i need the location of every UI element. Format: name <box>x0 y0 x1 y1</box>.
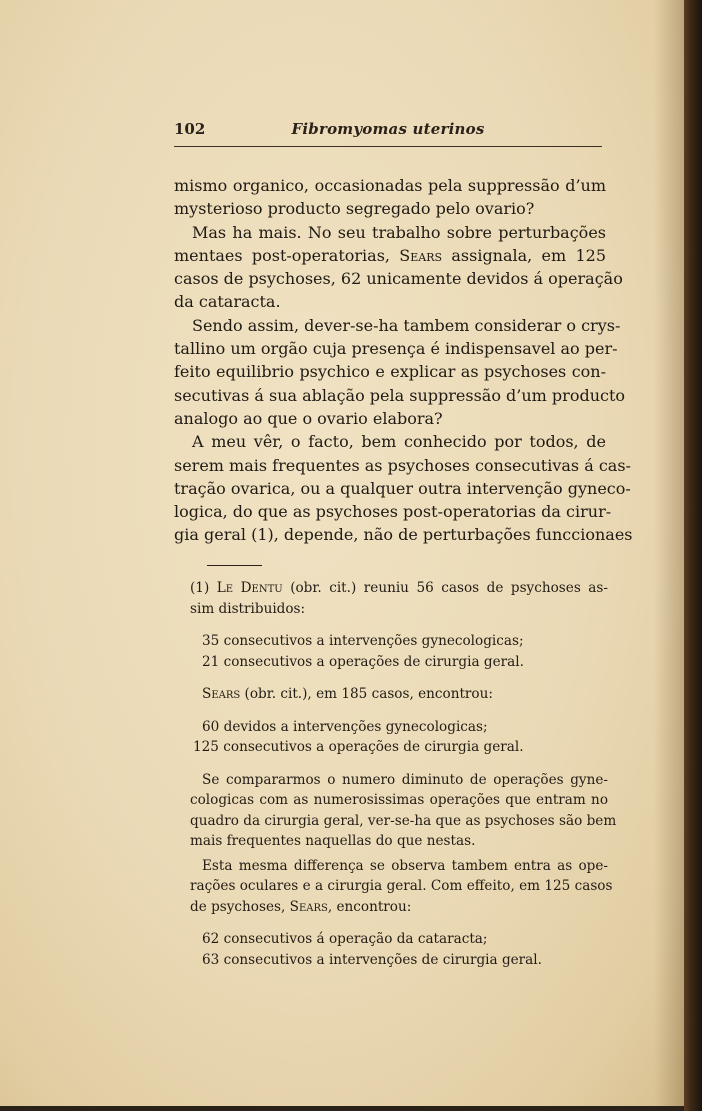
text-line: Sendo assim, dever-se-ha tambem considerar o crys- <box>192 315 621 335</box>
footnote-line: quadro da cirurgia geral, ver-se-ha que as psychoses são bem <box>190 812 617 829</box>
footnote-list-item: 21 consecutivos a operações de cirurgia geral. <box>202 653 524 670</box>
text-line: logica, do que as psychoses post-operatorias da cirur- <box>174 502 612 522</box>
footnote-line <box>190 578 608 599</box>
text-line: A meu vêr, o facto, bem conhecido por todos, de <box>192 432 606 452</box>
text-line: mysterioso producto segregado pelo ovario? <box>174 199 535 219</box>
footnote-line-with-author <box>190 897 608 918</box>
header-rule <box>174 146 602 147</box>
text-fragment: (obr. cit.) reuniu 56 casos de psychoses as- <box>290 580 608 596</box>
text-line: tração ovarica, ou a qualquer outra intervenção gyneco- <box>174 478 631 498</box>
book-binding-edge <box>684 0 702 1111</box>
footnote-line: sim distribuidos: <box>190 600 306 617</box>
author-name: Sears <box>202 686 241 702</box>
page-gutter-shadow <box>654 0 684 1106</box>
footnote-line: cologicas com as numerosissimas operações que entram no <box>190 792 608 808</box>
text-line: gia geral (1), depende, não de perturbações funccionaes <box>174 525 633 545</box>
text-fragment: (obr. cit.), em 185 casos, encontrou: <box>244 686 493 702</box>
author-name: Sears <box>399 245 443 265</box>
running-title: Fibromyomas uterinos <box>291 120 485 138</box>
footnote-line: mais frequentes naquellas do que nestas. <box>190 833 476 849</box>
text-line: feito equilibrio psychico e explicar as psychoses con- <box>174 362 606 382</box>
text-fragment: assignala, em 125 <box>451 245 607 265</box>
text-line: tallino um orgão cuja presença é indispensavel ao per- <box>174 339 618 359</box>
footnote-paragraph <box>190 856 613 918</box>
footnote-rule <box>207 565 262 566</box>
footnote-intro <box>190 578 608 619</box>
footnote-paragraph <box>190 770 617 852</box>
text-line-with-author <box>174 244 606 267</box>
footnote-list-item: 62 consecutivos á operação da cataracta; <box>202 931 488 947</box>
text-line: casos de psychoses, 62 unicamente devidos á operação <box>174 269 623 289</box>
page-number: 102 <box>174 120 206 138</box>
author-name: Sears <box>289 898 328 915</box>
text-line: secutivas á sua ablação pela suppressão d’um producto <box>174 385 626 405</box>
text-fragment: mentaes post-operatorias, <box>174 245 390 265</box>
footnote-line: Esta mesma differença se observa tambem entra as ope- <box>202 857 608 874</box>
text-line: da cataracta. <box>174 292 281 312</box>
text-line: serem mais frequentes as psychoses consecutivas á cas- <box>174 455 631 475</box>
author-name: Le Dentu <box>216 580 283 596</box>
footnote-list-item: 35 consecutivos a intervenções gynecologicas; <box>202 633 524 649</box>
footnote-block <box>190 578 617 970</box>
running-header <box>174 120 602 144</box>
footnote-line-with-author <box>190 684 608 705</box>
footnote-list-item: 125 consecutivos a operações de cirurgia geral. <box>193 739 524 755</box>
footnote-line: Se compararmos o numero diminuto de operações gyne- <box>202 771 608 788</box>
text-fragment: de psychoses, <box>190 898 286 915</box>
text-fragment: , encontrou: <box>327 898 412 915</box>
text-line: Mas ha mais. No seu trabalho sobre perturbações <box>192 222 606 242</box>
footnote-marker: (1) <box>190 580 210 596</box>
footnote-list-item: 63 consecutivos a intervenções de cirurgia geral. <box>202 951 542 968</box>
text-line: analogo ao que o ovario elabora? <box>174 408 443 428</box>
main-text <box>174 174 633 547</box>
text-line: mismo organico, occasionadas pela suppressão d’um <box>174 176 606 195</box>
footnote-line: rações oculares e a cirurgia geral. Com effeito, em 125 casos <box>190 878 613 894</box>
footnote-list-item: 60 devidos a intervenções gynecologicas; <box>202 718 488 735</box>
